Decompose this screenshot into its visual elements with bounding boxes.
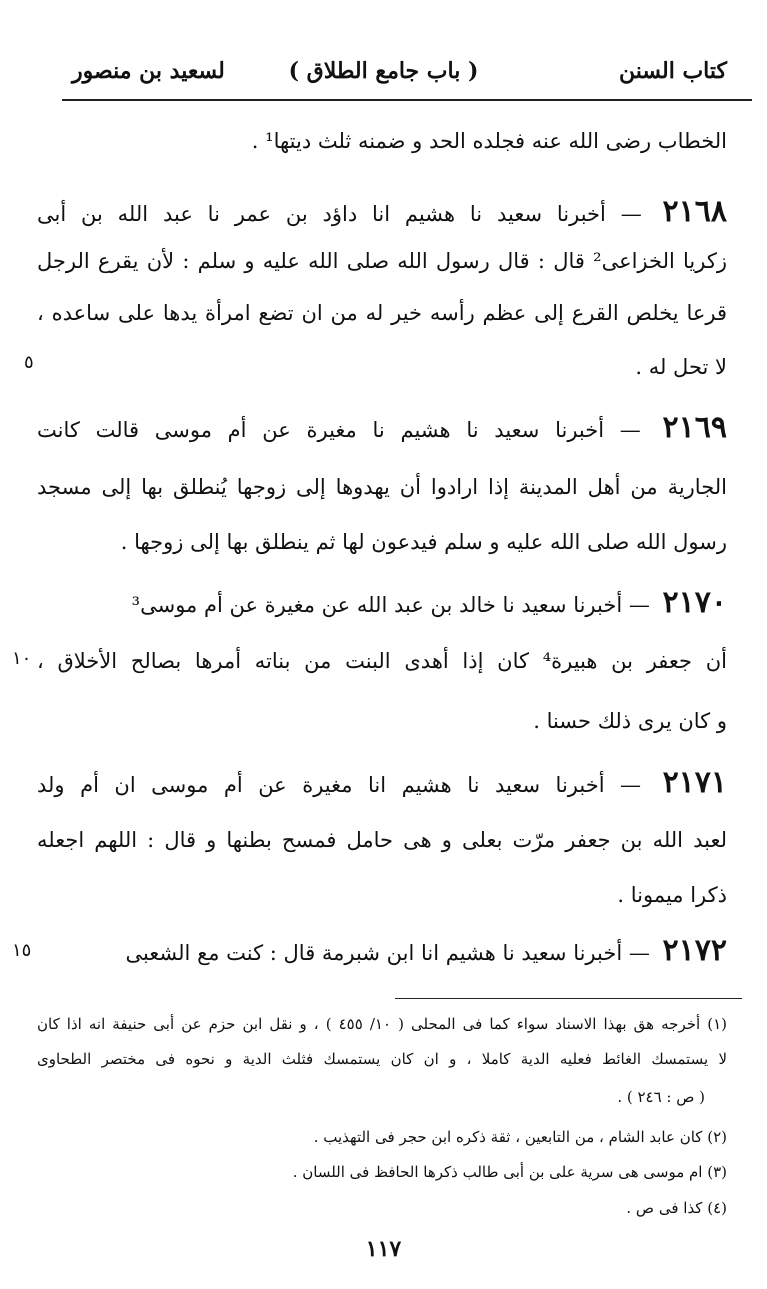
footnote-line: ( ص : ٢٤٦ ) . (617, 1088, 705, 1106)
margin-line-number: ١٥ (12, 940, 32, 961)
text-line: — أخبرنا سعيد نا هشيم انا داؤد بن عمر نا عبد الله بن أبى (37, 202, 642, 226)
hadith-number: ٢١٦٨ (662, 194, 727, 229)
text-line: لا تحل له . (635, 355, 727, 379)
hadith-line (37, 410, 727, 445)
text-line: لعبد الله بن جعفر مرّت بعلى و هى حامل فمسح بطنها و قال : اللهم اجعله (37, 828, 727, 852)
footnote-line: (١) أخرجه هق بهذا الاسناد سواء كما فى المحلى ( ١٠/ ٤٥٥ ) ، و نقل ابن حزم عن أبى حنيفة انه اذا كان (37, 1015, 727, 1033)
text-line: ذكرا ميمونا . (617, 883, 727, 907)
text-line: الجارية من أهل المدينة إذا ارادوا أن يهدوها إلى زوجها يُنطلق بها إلى مسجد (37, 475, 727, 499)
text-line: و كان يرى ذلك حسنا . (533, 709, 727, 733)
text-line: — أخبرنا سعيد نا هشيم انا مغيرة عن أم موسى ان أم ولد (37, 773, 642, 797)
hadith-number: ٢١٦٩ (662, 410, 727, 445)
hadith-line (37, 194, 727, 229)
text-line: رسول الله صلى الله عليه و سلم فيدعون لها ثم ينطلق بها إلى زوجها . (120, 530, 727, 554)
text-line: زكريا الخزاعى² قال : قال رسول الله صلى الله عليه و سلم : لأن يقرع الرجل (37, 249, 727, 273)
text-line: أن جعفر بن هبيرة⁴ كان إذا أهدى البنت من بناته أمرها بصالح الأخلاق ، (37, 649, 727, 673)
margin-line-number: ٥ (24, 352, 34, 373)
page-number: ١١٧ (365, 1236, 402, 1262)
text-line: — أخبرنا سعيد نا هشيم انا ابن شبرمة قال : كنت مع الشعبى (125, 941, 650, 965)
text-line: — أخبرنا سعيد نا خالد بن عبد الله عن مغيرة عن أم موسى³ (131, 593, 650, 617)
text-line: قرعا يخلص القرع إلى عظم رأسه خير له من ان تضع امرأة يدها على ساعده ، (37, 301, 727, 325)
hadith-line (37, 765, 728, 800)
margin-line-number: ١٠ (12, 648, 32, 669)
text-line: الخطاب رضى الله عنه فجلده الحد و ضمنه ثلث ديتها¹ . (251, 129, 727, 153)
footnote-line: (٤) كذا فى ص . (626, 1199, 727, 1217)
footnote-line: (٣) ام موسى هى سرية على بن أبى طالب ذكرها الحافظ فى اللسان . (292, 1163, 727, 1181)
chapter-title: ( باب جامع الطلاق ) (288, 58, 479, 84)
footnote-line: (٢) كان عابد الشام ، من التابعين ، ثقة ذكره ابن حجر فى التهذيب . (313, 1128, 727, 1146)
footnote-rule (395, 998, 742, 999)
hadith-number: ٢١٧٠ (662, 585, 727, 620)
text-line: — أخبرنا سعيد نا هشيم نا مغيرة عن أم موسى قالت كانت (37, 418, 641, 442)
hadith-line (131, 585, 727, 620)
header-rule (62, 99, 752, 101)
book-title: كتاب السنن (618, 58, 727, 84)
footnote-line: لا يستمسك الغائط فعليه الدية كاملا ، و ان كان يستمسك فثلث الدية و نحوه فى مختصر الطحاوى (37, 1050, 727, 1068)
hadith-line (125, 933, 727, 968)
hadith-number: ٢١٧١ (662, 765, 728, 800)
author-name: لسعيد بن منصور (72, 58, 225, 84)
hadith-number: ٢١٧٢ (662, 933, 727, 968)
